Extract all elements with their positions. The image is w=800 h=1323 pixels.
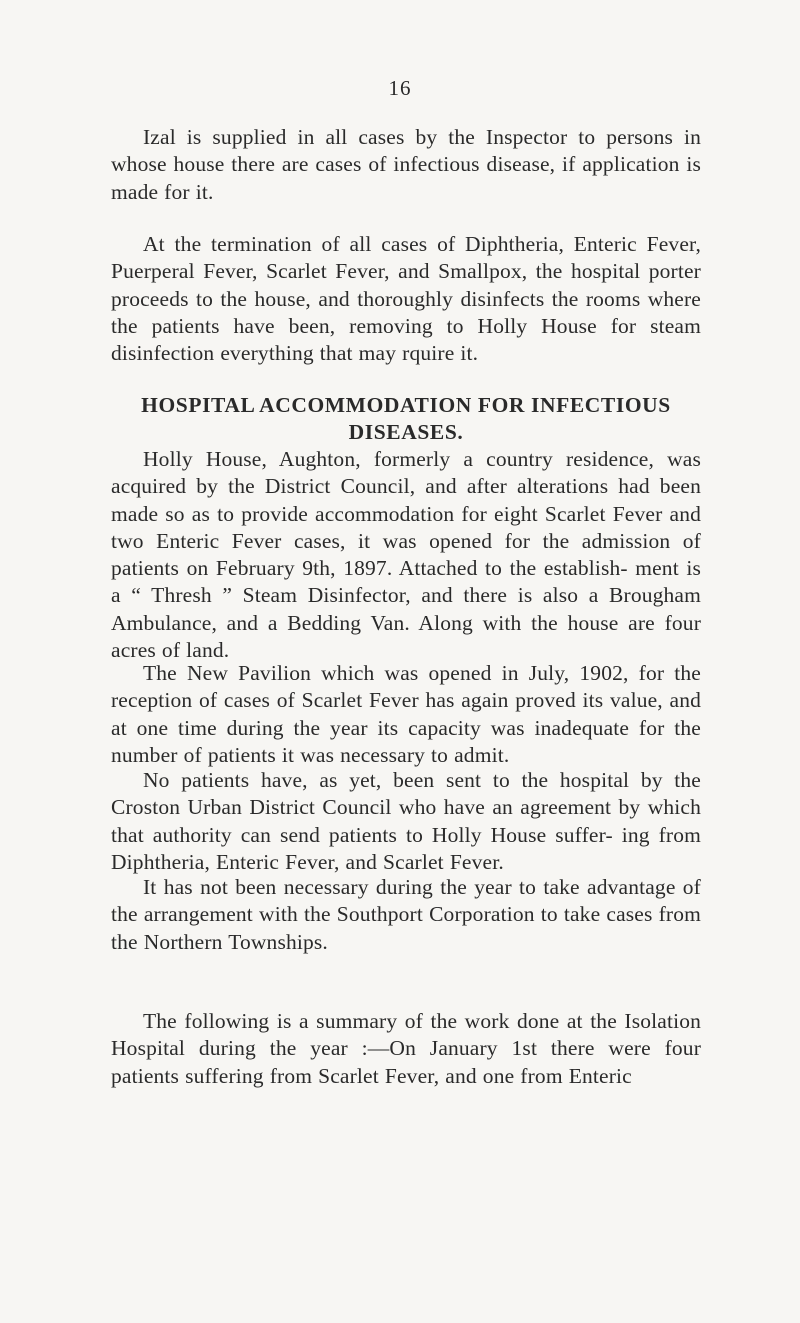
- paragraph-croston-agreement: No patients have, as yet, been sent to the hospital by the Croston Urban District Council who have an agreement by which that authority can send patients to Holly House suffer- ing from Diphtheria, Enteric Fever, and Scarlet Fever.: [111, 768, 701, 874]
- paragraph-holly-house: Holly House, Aughton, formerly a country residence, was acquired by the District Council, and after alterations had been made so as to provide accommodation for eight Scarlet Fever and two Enteric Fever cases, it was opened for the admission of patients on February 9th, 1897. Attached to the establish- ment is a “ Thresh ” Steam Disinfector, and there is also a Brougham Ambulance, and a Bedding Van. Along with the house are four acres of land.: [111, 447, 701, 663]
- paragraph-disinfection: At the termination of all cases of Diphtheria, Enteric Fever, Puerperal Fever, Scarlet Fever, and Smallpox, the hospital porter proceeds to the house, and thoroughly disinfects the rooms where the patients have been, removing to Holly House for steam disinfection everything that may rquire it.: [111, 232, 701, 366]
- paragraph-southport-arrangement: It has not been necessary during the year to take advantage of the arrangement with the Southport Corporation to take cases from the Northern Townships.: [111, 875, 701, 954]
- paragraph-work-summary: The following is a summary of the work done at the Isolation Hospital during the year :—On January 1st there were four patients suffering from Scarlet Fever, and one from Enteric: [111, 1009, 701, 1088]
- section-heading: HOSPITAL ACCOMMODATION FOR INFECTIOUS DISEASES.: [141, 393, 671, 445]
- paragraph-new-pavilion: The New Pavilion which was opened in July, 1902, for the reception of cases of Scarlet Fever has again proved its value, and at one time during the year its capacity was inadequate for the number of patients it was necessary to admit.: [111, 661, 701, 767]
- page-number: 16: [388, 76, 412, 100]
- paragraph-izal-supply: Izal is supplied in all cases by the Inspector to persons in whose house there are cases of infectious disease, if application is made for it.: [111, 125, 701, 204]
